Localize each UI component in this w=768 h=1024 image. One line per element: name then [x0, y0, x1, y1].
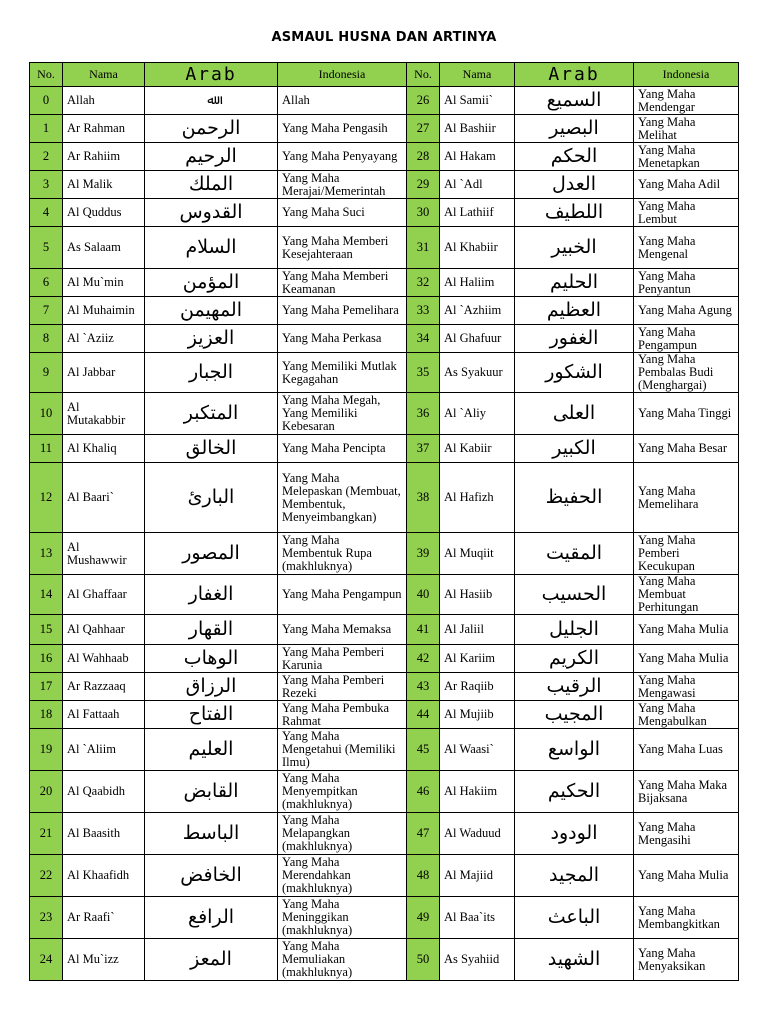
left-no-cell: 8 [30, 325, 63, 353]
left-nama-cell: Allah [63, 87, 145, 115]
header-no-left: No. [30, 63, 63, 87]
right-nama-cell: Al Bashiir [440, 115, 515, 143]
right-no-cell: 45 [407, 729, 440, 771]
table-row [30, 393, 739, 435]
left-nama-cell: Al Qaabidh [63, 771, 145, 813]
table-row [30, 353, 739, 393]
right-nama-cell: Al Samii` [440, 87, 515, 115]
right-indonesia-cell: Yang Maha Melihat [634, 115, 739, 143]
right-no-cell: 38 [407, 463, 440, 533]
left-indonesia-cell: Yang Maha Pengampun [278, 575, 407, 615]
left-no-cell: 22 [30, 855, 63, 897]
right-no-cell: 47 [407, 813, 440, 855]
left-arab-cell: الفتاح [145, 701, 278, 729]
right-nama-cell: Al `Azhiim [440, 297, 515, 325]
right-arab-cell: الكريم [515, 645, 634, 673]
right-nama-cell: Al Hakiim [440, 771, 515, 813]
right-indonesia-cell: Yang Maha Pengampun [634, 325, 739, 353]
right-arab-cell: العلى [515, 393, 634, 435]
right-indonesia-cell: Yang Maha Besar [634, 435, 739, 463]
left-arab-cell: الخالق [145, 435, 278, 463]
right-indonesia-cell: Yang Maha Adil [634, 171, 739, 199]
table-row [30, 615, 739, 645]
left-arab-cell: البارئ [145, 463, 278, 533]
table-row [30, 115, 739, 143]
left-no-cell: 10 [30, 393, 63, 435]
table-row [30, 199, 739, 227]
header-arab-right: Arab [515, 63, 634, 87]
left-indonesia-cell: Yang Maha Memberi Kesejahteraan [278, 227, 407, 269]
left-no-cell: 23 [30, 897, 63, 939]
right-indonesia-cell: Yang Maha Menyaksikan [634, 939, 739, 981]
right-nama-cell: Al Hasiib [440, 575, 515, 615]
table-row [30, 435, 739, 463]
right-indonesia-cell: Yang Maha Mengasihi [634, 813, 739, 855]
right-indonesia-cell: Yang Maha Tinggi [634, 393, 739, 435]
left-nama-cell: Al Malik [63, 171, 145, 199]
table-row [30, 533, 739, 575]
left-no-cell: 12 [30, 463, 63, 533]
left-arab-cell: العليم [145, 729, 278, 771]
left-arab-cell: المؤمن [145, 269, 278, 297]
right-nama-cell: Al Muqiit [440, 533, 515, 575]
left-no-cell: 7 [30, 297, 63, 325]
left-no-cell: 5 [30, 227, 63, 269]
right-arab-cell: المقيت [515, 533, 634, 575]
right-no-cell: 26 [407, 87, 440, 115]
left-arab-cell: العزيز [145, 325, 278, 353]
right-no-cell: 49 [407, 897, 440, 939]
left-nama-cell: Ar Razzaaq [63, 673, 145, 701]
right-nama-cell: Al Majiid [440, 855, 515, 897]
table-row [30, 575, 739, 615]
right-arab-cell: الشهيد [515, 939, 634, 981]
table-row [30, 729, 739, 771]
table-row [30, 143, 739, 171]
left-arab-cell: الرافع [145, 897, 278, 939]
left-nama-cell: Al Jabbar [63, 353, 145, 393]
right-nama-cell: Al Baa`its [440, 897, 515, 939]
right-indonesia-cell: Yang Maha Memelihara [634, 463, 739, 533]
right-arab-cell: الشكور [515, 353, 634, 393]
left-nama-cell: Al Muhaimin [63, 297, 145, 325]
right-arab-cell: المجيب [515, 701, 634, 729]
left-no-cell: 6 [30, 269, 63, 297]
left-nama-cell: Al `Aziiz [63, 325, 145, 353]
table-row [30, 701, 739, 729]
left-no-cell: 21 [30, 813, 63, 855]
right-arab-cell: الباعث [515, 897, 634, 939]
table-row [30, 771, 739, 813]
left-no-cell: 11 [30, 435, 63, 463]
left-no-cell: 15 [30, 615, 63, 645]
left-indonesia-cell: Yang Maha Merajai/Memerintah [278, 171, 407, 199]
table-row [30, 171, 739, 199]
left-nama-cell: As Salaam [63, 227, 145, 269]
right-nama-cell: As Syahiid [440, 939, 515, 981]
table-row [30, 269, 739, 297]
left-nama-cell: Ar Raafi` [63, 897, 145, 939]
right-no-cell: 32 [407, 269, 440, 297]
right-indonesia-cell: Yang Maha Lembut [634, 199, 739, 227]
right-no-cell: 31 [407, 227, 440, 269]
right-no-cell: 29 [407, 171, 440, 199]
left-nama-cell: Al Qahhaar [63, 615, 145, 645]
left-indonesia-cell: Allah [278, 87, 407, 115]
right-nama-cell: Al Jaliil [440, 615, 515, 645]
left-no-cell: 3 [30, 171, 63, 199]
right-nama-cell: Al `Aliy [440, 393, 515, 435]
left-nama-cell: Al Wahhaab [63, 645, 145, 673]
left-indonesia-cell: Yang Maha Suci [278, 199, 407, 227]
right-no-cell: 35 [407, 353, 440, 393]
right-arab-cell: الكبير [515, 435, 634, 463]
header-row [30, 63, 739, 87]
left-arab-cell: السلام [145, 227, 278, 269]
right-indonesia-cell: Yang Maha Agung [634, 297, 739, 325]
left-arab-cell: الرحيم [145, 143, 278, 171]
left-no-cell: 19 [30, 729, 63, 771]
left-arab-cell: القهار [145, 615, 278, 645]
right-no-cell: 36 [407, 393, 440, 435]
right-indonesia-cell: Yang Maha Mengabulkan [634, 701, 739, 729]
right-indonesia-cell: Yang Maha Pembalas Budi (Menghargai) [634, 353, 739, 393]
right-arab-cell: الحفيظ [515, 463, 634, 533]
right-indonesia-cell: Yang Maha Pemberi Kecukupan [634, 533, 739, 575]
left-arab-cell: الخافض [145, 855, 278, 897]
right-no-cell: 44 [407, 701, 440, 729]
right-indonesia-cell: Yang Maha Penyantun [634, 269, 739, 297]
left-nama-cell: Ar Rahman [63, 115, 145, 143]
right-arab-cell: الجليل [515, 615, 634, 645]
left-indonesia-cell: Yang Maha Memberi Keamanan [278, 269, 407, 297]
left-no-cell: 24 [30, 939, 63, 981]
right-no-cell: 27 [407, 115, 440, 143]
left-nama-cell: Al `Aliim [63, 729, 145, 771]
right-no-cell: 37 [407, 435, 440, 463]
left-nama-cell: Al Mutakabbir [63, 393, 145, 435]
left-arab-cell: المهيمن [145, 297, 278, 325]
table-row [30, 855, 739, 897]
page-title: ASMAUL HUSNA DAN ARTINYA [271, 30, 497, 45]
asmaul-husna-table [29, 62, 739, 981]
left-indonesia-cell: Yang Maha Menyempitkan (makhluknya) [278, 771, 407, 813]
left-arab-cell: المعز [145, 939, 278, 981]
right-arab-cell: الحكم [515, 143, 634, 171]
left-no-cell: 14 [30, 575, 63, 615]
header-arab-left: Arab [145, 63, 278, 87]
left-no-cell: 4 [30, 199, 63, 227]
left-no-cell: 16 [30, 645, 63, 673]
left-arab-cell: الباسط [145, 813, 278, 855]
right-nama-cell: Al Waduud [440, 813, 515, 855]
left-indonesia-cell: Yang Maha Pembuka Rahmat [278, 701, 407, 729]
left-arab-cell: ﷲ [145, 87, 278, 115]
right-arab-cell: الخبير [515, 227, 634, 269]
right-arab-cell: العدل [515, 171, 634, 199]
left-nama-cell: Ar Rahiim [63, 143, 145, 171]
left-indonesia-cell: Yang Maha Membentuk Rupa (makhluknya) [278, 533, 407, 575]
left-arab-cell: القدوس [145, 199, 278, 227]
left-indonesia-cell: Yang Maha Memaksa [278, 615, 407, 645]
right-no-cell: 34 [407, 325, 440, 353]
left-indonesia-cell: Yang Maha Pemelihara [278, 297, 407, 325]
left-indonesia-cell: Yang Maha Mengetahui (Memiliki Ilmu) [278, 729, 407, 771]
left-arab-cell: الرحمن [145, 115, 278, 143]
left-no-cell: 18 [30, 701, 63, 729]
right-no-cell: 39 [407, 533, 440, 575]
left-indonesia-cell: Yang Maha Pengasih [278, 115, 407, 143]
header-nama-left: Nama [63, 63, 145, 87]
right-arab-cell: البصير [515, 115, 634, 143]
left-arab-cell: الغفار [145, 575, 278, 615]
left-nama-cell: Al Fattaah [63, 701, 145, 729]
left-no-cell: 1 [30, 115, 63, 143]
left-nama-cell: Al Baari` [63, 463, 145, 533]
left-nama-cell: Al Khaliq [63, 435, 145, 463]
right-indonesia-cell: Yang Maha Membangkitkan [634, 897, 739, 939]
left-arab-cell: الوهاب [145, 645, 278, 673]
right-arab-cell: الحكيم [515, 771, 634, 813]
left-arab-cell: الرزاق [145, 673, 278, 701]
left-no-cell: 9 [30, 353, 63, 393]
right-no-cell: 28 [407, 143, 440, 171]
left-no-cell: 20 [30, 771, 63, 813]
left-indonesia-cell: Yang Maha Penyayang [278, 143, 407, 171]
right-nama-cell: As Syakuur [440, 353, 515, 393]
right-nama-cell: Al Haliim [440, 269, 515, 297]
table-row [30, 645, 739, 673]
right-nama-cell: Al Kariim [440, 645, 515, 673]
right-arab-cell: الحليم [515, 269, 634, 297]
right-nama-cell: Al Lathiif [440, 199, 515, 227]
right-nama-cell: Al Waasi` [440, 729, 515, 771]
left-indonesia-cell: Yang Maha Pencipta [278, 435, 407, 463]
header-nama-right: Nama [440, 63, 515, 87]
left-indonesia-cell: Yang Maha Pemberi Rezeki [278, 673, 407, 701]
right-indonesia-cell: Yang Maha Menetapkan [634, 143, 739, 171]
left-indonesia-cell: Yang Maha Merendahkan (makhluknya) [278, 855, 407, 897]
right-no-cell: 30 [407, 199, 440, 227]
table-row [30, 227, 739, 269]
right-indonesia-cell: Yang Maha Maka Bijaksana [634, 771, 739, 813]
header-indonesia-left: Indonesia [278, 63, 407, 87]
right-no-cell: 33 [407, 297, 440, 325]
left-nama-cell: Al Khaafidh [63, 855, 145, 897]
right-no-cell: 50 [407, 939, 440, 981]
right-indonesia-cell: Yang Maha Luas [634, 729, 739, 771]
right-nama-cell: Ar Raqiib [440, 673, 515, 701]
left-arab-cell: المصور [145, 533, 278, 575]
right-no-cell: 40 [407, 575, 440, 615]
right-nama-cell: Al Kabiir [440, 435, 515, 463]
right-nama-cell: Al Mujiib [440, 701, 515, 729]
right-nama-cell: Al `Adl [440, 171, 515, 199]
left-indonesia-cell: Yang Maha Meninggikan (makhluknya) [278, 897, 407, 939]
left-nama-cell: Al Mushawwir [63, 533, 145, 575]
right-no-cell: 46 [407, 771, 440, 813]
left-indonesia-cell: Yang Memiliki Mutlak Kegagahan [278, 353, 407, 393]
left-arab-cell: الجبار [145, 353, 278, 393]
right-arab-cell: السميع [515, 87, 634, 115]
left-no-cell: 17 [30, 673, 63, 701]
left-no-cell: 0 [30, 87, 63, 115]
left-indonesia-cell: Yang Maha Memuliakan (makhluknya) [278, 939, 407, 981]
left-indonesia-cell: Yang Maha Melapangkan (makhluknya) [278, 813, 407, 855]
left-arab-cell: الملك [145, 171, 278, 199]
right-arab-cell: الحسيب [515, 575, 634, 615]
left-nama-cell: Al Mu`izz [63, 939, 145, 981]
table-row [30, 87, 739, 115]
right-no-cell: 48 [407, 855, 440, 897]
table-row [30, 939, 739, 981]
left-nama-cell: Al Ghaffaar [63, 575, 145, 615]
right-nama-cell: Al Ghafuur [440, 325, 515, 353]
right-nama-cell: Al Hafizh [440, 463, 515, 533]
left-indonesia-cell: Yang Maha Pemberi Karunia [278, 645, 407, 673]
left-indonesia-cell: Yang Maha Melepaskan (Membuat, Membentuk, Menyeimbangkan) [278, 463, 407, 533]
right-arab-cell: الودود [515, 813, 634, 855]
left-nama-cell: Al Quddus [63, 199, 145, 227]
right-indonesia-cell: Yang Maha Mulia [634, 615, 739, 645]
right-arab-cell: اللطيف [515, 199, 634, 227]
right-arab-cell: المجيد [515, 855, 634, 897]
table-row [30, 463, 739, 533]
table-row [30, 897, 739, 939]
right-indonesia-cell: Yang Maha Mendengar [634, 87, 739, 115]
right-indonesia-cell: Yang Maha Mulia [634, 645, 739, 673]
left-nama-cell: Al Baasith [63, 813, 145, 855]
right-nama-cell: Al Hakam [440, 143, 515, 171]
right-arab-cell: العظيم [515, 297, 634, 325]
right-no-cell: 41 [407, 615, 440, 645]
left-no-cell: 13 [30, 533, 63, 575]
table-row [30, 673, 739, 701]
right-arab-cell: الغفور [515, 325, 634, 353]
right-indonesia-cell: Yang Maha Mengenal [634, 227, 739, 269]
right-no-cell: 42 [407, 645, 440, 673]
right-no-cell: 43 [407, 673, 440, 701]
left-no-cell: 2 [30, 143, 63, 171]
header-no-right: No. [407, 63, 440, 87]
left-indonesia-cell: Yang Maha Perkasa [278, 325, 407, 353]
right-arab-cell: الرقيب [515, 673, 634, 701]
right-indonesia-cell: Yang Maha Membuat Perhitungan [634, 575, 739, 615]
header-indonesia-right: Indonesia [634, 63, 739, 87]
left-arab-cell: القابض [145, 771, 278, 813]
table-row [30, 297, 739, 325]
left-arab-cell: المتكبر [145, 393, 278, 435]
right-indonesia-cell: Yang Maha Mulia [634, 855, 739, 897]
left-nama-cell: Al Mu`min [63, 269, 145, 297]
table-row [30, 325, 739, 353]
table-row [30, 813, 739, 855]
right-arab-cell: الواسع [515, 729, 634, 771]
right-indonesia-cell: Yang Maha Mengawasi [634, 673, 739, 701]
left-indonesia-cell: Yang Maha Megah, Yang Memiliki Kebesaran [278, 393, 407, 435]
right-nama-cell: Al Khabiir [440, 227, 515, 269]
